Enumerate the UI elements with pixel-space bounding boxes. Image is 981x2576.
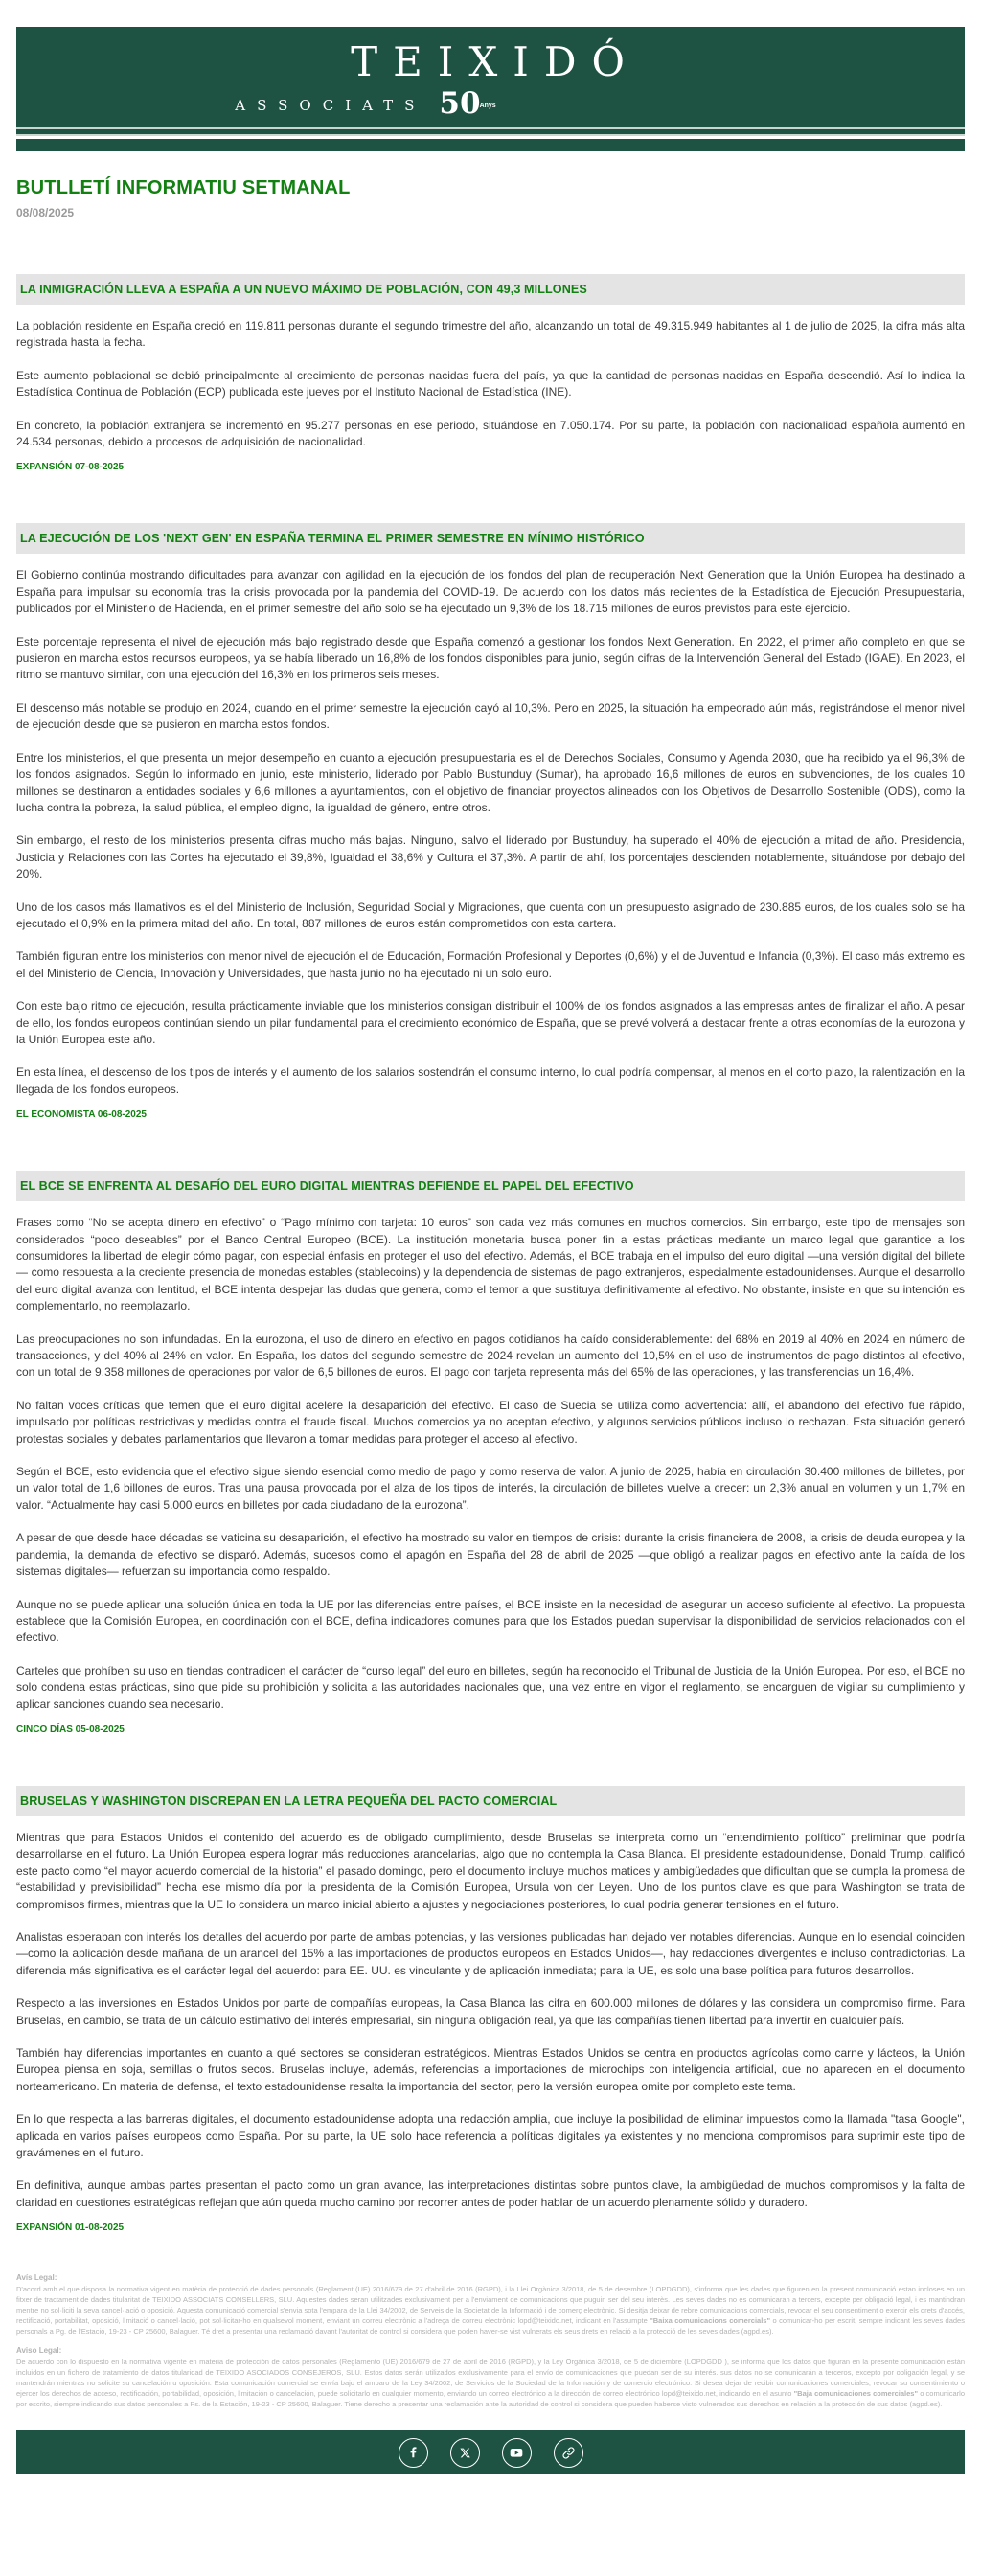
article-section-bce-efectivo: [16, 1171, 965, 1735]
x-twitter-icon[interactable]: [450, 2438, 480, 2468]
legal-notice: [16, 2272, 965, 2409]
article-paragraph: Respecto a las inversiones en Estados Unidos por parte de compañías europeas, la Casa Blanca las cifra en 600.000 millones de dólares y las considera un compromiso firme. Para Bruselas, en cambio, se trata de un cálculo estimativo del interés empresarial, sin ninguna obligación real, ya que las compañías tienen libertad para invertir en cualquier país.: [16, 1996, 965, 2027]
source-label: CINCO DÍAS 05-08-2025: [16, 1723, 125, 1735]
banner-divider: [16, 127, 965, 136]
badge-number: 50: [439, 86, 481, 121]
legal-text: D'acord amb el que disposa la normativa vigent en matèria de protecció de dades personals (Reglament (UE) 2016/679 de 27 d'abril de 2016 (RGPD), i la Llei Orgànica 3/2018, de 5 de desembre (LOPDGDD), s'informa que les dades que figuren en la present comunicació estan incloses en un fitxer de tractament de dades titularitat de TEIXIDO ASSOCIATS CONSELLERS, SLU. Aquestes dades seran utilitzades exclusivament per a l'enviament de comunicacions que puguin ser del seu interès. Les seves dades no es comunicaran a tercers, excepte per obligació legal, i es mantindran mentre no sol·liciti la seva cancel·lació o oposició. Aquesta comunicació comercial s'envia sota l'empara de la Llei 34/2002, de Serveis de la Societat de la Informació i de comerç electrònic. Si desitja deixar de rebre comunicacions comercials, revocar el seu consentiment o exercir els drets d'accés, rectificació, portabilitat, oposició, limitació o cancel·lació, pot sol·licitar-ho en qualsevol moment, enviant un correu electrònic a l'adreça de correu electrònic lopd@teixido.net, indicant en l'assumpte: [16, 2285, 965, 2326]
article-paragraph: Analistas esperaban con interés los detalles del acuerdo por parte de ambas potencias, y las versiones publicadas han dejado ver notables diferencias. Aunque en lo esencial coinciden —como la aplicación desde mañana de un arancel del 15% a las importaciones de productos europeos en Estados Unidos—, hay redacciones divergentes e incluso contradictorias. La diferencia más significativa es el carácter legal del acuerdo: para EE. UU. es vinculante y de aplicación inmediata; para la UE, es solo una base política para futuros desarrollos.: [16, 1929, 965, 1977]
legal-text: De acuerdo con lo dispuesto en la normativa vigente en materia de protección de datos personales (Reglamento (UE) 2016/679 de 27 de abril de 2016 (RGPD), y la Ley Orgánica 3/2018, de 5 de diciembre (LOPDGDD ), se informa que los datos que figuran en la presente comunicación están incluidos en un fichero de tratamiento de datos titularidad de TEIXIDO ASOCIADOS CONSEJEROS, SLU. Estos datos serán utilizados exclusivamente para el envío de comunicaciones que puedan ser de su interés. sus datos no se comunicarán a terceros, excepto por obligación legal, y se mantendrán mientras no solicite su cancelación u oposición. Esta comunicación comercial se envía bajo el amparo de la Ley 34/2002, de Servicios de la Sociedad de la Información y de comercio electrónico. Si desea dejar de recibir comunicaciones comerciales, revocar su consentimiento o ejercer los derechos de acceso, rectificación, portabilidad, oposición, limitación o cancelación, puede solicitarlo en cualquier momento, enviando un correo electrónico a la dirección de correo electrónico lopd@teixido.net, indicando en el asunto: [16, 2358, 965, 2399]
article-paragraph: En concreto, la población extranjera se incrementó en 95.277 personas en ese periodo, situándose en 7.050.174. Por su parte, la población con nacionalidad española aumentó en 24.534 personas, debido a procesos de adquisición de nacionalidad.: [16, 418, 965, 449]
legal-text: o comunicarlo por escrito, siempre indicando sus datos personales a Ps. de la Estación, 19-23 - CP 25600, Balaguer. Tiene derecho a presentar una reclamación ante la autoridad de control si considera que pueden haberse visto vulnerados sus derechos en relación a la protección de sus datos (agpd.es).: [16, 2389, 965, 2409]
source-label: EXPANSIÓN 07-08-2025: [16, 462, 125, 473]
article-paragraph: Según el BCE, esto evidencia que el efectivo sigue siendo esencial como medio de pago y como reserva de valor. A junio de 2025, había en circulación 30.400 millones de billetes, por un valor total de 1,6 billones de euros. Tras una pausa provocada por el alza de los tipos de interés, la circulación de billetes vuelve a crecer: un 2,3% anual en volumen y un 1,7% en valor. “Actualmente hay casi 5.000 euros en billetes por cada ciudadano de la eurozona”.: [16, 1465, 965, 1512]
source-label: EL ECONOMISTA 06-08-2025: [16, 1109, 147, 1121]
article-paragraph: En esta línea, el descenso de los tipos de interés y el aumento de los salarios sostendrán el consumo interno, lo cual podría compensar, al menos en el corto plazo, la ralentización en la llegada de los fondos europeos.: [16, 1065, 965, 1096]
facebook-icon[interactable]: [399, 2438, 428, 2468]
section-title: BRUSELAS Y WASHINGTON DISCREPAN EN LA LETRA PEQUEÑA DEL PACTO COMERCIAL: [20, 1793, 558, 1808]
header-banner: [16, 27, 965, 136]
article-paragraph: Entre los ministerios, el que presenta un mejor desempeño en cuanto a ejecución presupuestaria es el de Derechos Sociales, Consumo y Agenda 2030, que ha recibido ya el 96,3% de los fondos asignados. Según lo informado en junio, este ministerio, liderado por Pablo Bustunduy (Sumar), ha aprobado 16,6 millones de euros en subvenciones, de los cuales 10 millones se destinaron a entidades sociales y 6,6 millones a ayuntamientos, con el objetivo de financiar proyectos alineados con los Objetivos de Desarrollo Sostenible (ODS), como la lucha contra la pobreza, la salud pública, el empleo digno, la igualdad de género, entre otros.: [16, 750, 965, 814]
legal-bold-text: "Baja comunicaciones comerciales": [793, 2389, 919, 2399]
logo-wordmark: TEIXIDÓ: [351, 38, 640, 85]
article-paragraph: También hay diferencias importantes en cuanto a qué sectores se consideran estratégicos. Mientras Estados Unidos se centra en productos agrícolas como carne y lácteos, la Unión Europea piensa en soja, semillas o frutos secos. Bruselas incluye, además, referencias a importaciones de microchips con inteligencia artificial, que no aparecen en el documento norteamericano. En materia de defensa, el texto estadounidense resalta la importancia del sector, pero la versión europea omite por completo este tema.: [16, 2046, 965, 2093]
link-icon[interactable]: [554, 2438, 583, 2468]
logo-subrow: [160, 86, 572, 121]
legal-notice-spanish: [16, 2345, 965, 2409]
footer-bar: [16, 2430, 965, 2474]
legal-heading-catalan: Avís Legal:: [16, 2273, 57, 2283]
article-paragraph: Este porcentaje representa el nivel de ejecución más bajo registrado desde que España comenzó a gestionar los fondos Next Generation. En 2022, el primer año completo en que se pusieron en marcha estos recursos europeos, ya se había liberado un 16,8% de los fondos disponibles para junio, según cifras de la Intervención General del Estado (IGAE). En 2023, el ritmo se mantuvo similar, con una ejecución del 16,3% en los primeros seis meses.: [16, 634, 965, 682]
article-paragraph: Uno de los casos más llamativos es el del Ministerio de Inclusión, Seguridad Social y Migraciones, que cuenta con un presupuesto asignado de 230.885 euros, de los cuales solo se ha ejecutado el 0,9% en la primera mitad del año. En total, 887 millones de euros están comprometidos con esta cartera.: [16, 900, 965, 930]
article-paragraph: En lo que respecta a las barreras digitales, el documento estadounidense adopta una redacción amplia, que incluye la posibilidad de eliminar impuestos como la llamada "tasa Google", aplicada en varios países europeos como España. Por su parte, la UE solo hace referencia a políticas digitales ya existentes y no menciona compromisos para suprimir este tipo de gravámenes en el futuro.: [16, 2112, 965, 2160]
section-title: LA INMIGRACIÓN LLEVA A ESPAÑA A UN NUEVO MÁXIMO DE POBLACIÓN, CON 49,3 MILLONES: [20, 283, 587, 296]
teixido-logo: [16, 27, 965, 121]
section-header-bar: [16, 1786, 965, 1816]
50-anys-badge: [439, 86, 496, 121]
article-section-nextgen: [16, 523, 965, 1120]
youtube-icon[interactable]: [502, 2438, 532, 2468]
article-paragraph: El Gobierno continúa mostrando dificultades para avanzar con agilidad en la ejecución de los fondos del plan de recuperación Next Generation que la Unión Europea ha destinado a España para impulsar su economía tras la crisis provocada por la pandemia del COVID-19. De acuerdo con los datos más recientes de la Estadística de Ejecución Presupuestaria, publicados por el Ministerio de Hacienda, en el primer semestre del año solo se ha ejecutado un 9,3% de los 18.715 millones de euros previstos para este ejercicio.: [16, 568, 965, 616]
article-paragraph: Las preocupaciones no son infundadas. En la eurozona, el uso de dinero en efectivo en pagos cotidianos ha caído considerablemente: del 68% en 2019 al 40% en 2024 en número de transacciones, y del 40% al 24% en valor. En España, los datos del segundo semestre de 2024 revelan un aumento del 10,5% en el uso de instrumentos de pago distintos al efectivo, con un total de 9.358 millones de operaciones por valor de 6,5 billones de euros. El pago con tarjeta representa más del 65% de las operaciones, y las transferencias un 16,4%.: [16, 1332, 965, 1379]
newsletter-page: [0, 27, 981, 2532]
article-section-pacto-comercial: [16, 1786, 965, 2233]
article-paragraph: Carteles que prohíben su uso en tiendas contradicen el carácter de “curso legal” del euro en billetes, según ha reconocido el Tribunal de Justicia de la Unión Europea. Por eso, el BCE no solo condena estas prácticas, sino que pide su prohibición y solicita a las autoridades nacionales que, una vez entre en vigor el reglamento, se encarguen de vigilar su cumplimiento y aplicar sanciones cuando sea necesario.: [16, 1663, 965, 1711]
article-paragraph: Aunque no se puede aplicar una solución única en toda la UE por las diferencias entre países, el BCE insiste en la necesidad de asegurar un acceso suficiente al efectivo. La propuesta establece que la Comisión Europea, en coordinación con el BCE, defina indicadores comunes para que los Estados puedan supervisar la disponibilidad de servicios relacionados con el efectivo.: [16, 1597, 965, 1645]
article-paragraph: El descenso más notable se produjo en 2024, cuando en el primer semestre la ejecución cayó al 10,3%. Pero en 2025, la situación ha empeorado aún más, registrándose el menor nivel de ejecución desde que se pusieron en marcha estos fondos.: [16, 700, 965, 732]
article-paragraph: No faltan voces críticas que temen que el euro digital acelere la desaparición del efectivo. El caso de Suecia se utiliza como advertencia: allí, el abandono del efectivo fue rápido, impulsado por políticas restrictivas y medidas contra el fraude fiscal. Muchos comercios ya no aceptan efectivo, y algunos servicios públicos incluso lo rechazan. Esta situación generó protestas sociales y debates parlamentarios que llevaron a tomar medidas para proteger el acceso al efectivo.: [16, 1398, 965, 1446]
page-title: BUTLLETÍ INFORMATIU SETMANAL: [16, 177, 351, 198]
badge-label: Anys: [479, 103, 496, 109]
article-paragraph: Con este bajo ritmo de ejecución, resulta prácticamente inviable que los ministerios consigan distribuir el 100% de los fondos asignados a las empresas antes de finalizar el año. A pesar de ello, los fondos europeos continúan siendo un pilar fundamental para el crecimiento económico de España, que se prevé volverá a destacar frente a otras economías de la eurozona y la Unión Europea este año.: [16, 999, 965, 1046]
legal-bold-text: "Baixa comunicacions comercials": [650, 2316, 771, 2326]
section-header-bar: [16, 1171, 965, 1201]
header-accent-bar: [16, 139, 965, 151]
section-header-bar: [16, 523, 965, 554]
newsletter-content: [16, 177, 965, 2409]
legal-heading-spanish: Aviso Legal:: [16, 2346, 62, 2356]
logo-subtitle: ASSOCIATS: [235, 97, 426, 114]
bulletin-date: 08/08/2025: [16, 206, 75, 219]
section-title: EL BCE SE ENFRENTA AL DESAFÍO DEL EURO DIGITAL MIENTRAS DEFIENDE EL PAPEL DEL EFECTIVO: [20, 1179, 634, 1194]
article-paragraph: A pesar de que desde hace décadas se vaticina su desaparición, el efectivo ha mostrado su valor en tiempos de crisis: durante la crisis financiera de 2008, la crisis de deuda europea y la pandemia, la demanda de efectivo se disparó. Además, sucesos como el apagón en España del 28 de abril de 2025 —que obligó a realizar pagos en efectivo ante la caída de los sistemas digitales— refuerzan su importancia como respaldo.: [16, 1531, 965, 1579]
article-paragraph: Frases como “No se acepta dinero en efectivo” o “Pago mínimo con tarjeta: 10 euros” son cada vez más comunes en muchos comercios. Sin embargo, este tipo de mensajes son considerados “poco deseables” por el Banco Central Europeo (BCE). La institución monetaria busca poner fin a estas prácticas mediante un marco legal que garantice a los consumidores la libertad de elegir cómo pagar, con especial énfasis en proteger el uso del efectivo. Además, el BCE trabaja en el impulso del euro digital —una versión digital del billete— como respuesta a la creciente presencia de monedas estables (stablecoins) y la dependencia de sistemas de pago extranjeros, especialmente estadounidenses. Aunque el desarrollo del euro digital avanza con lentitud, el BCE intenta despejar las dudas que genera, como el temor a que sustituya definitivamente al efectivo. No obstante, insiste en que su intención es complementarlo, no reemplazarlo.: [16, 1216, 965, 1313]
source-label: EXPANSIÓN 01-08-2025: [16, 2223, 125, 2234]
section-header-bar: [16, 274, 965, 305]
article-paragraph: Este aumento poblacional se debió principalmente al crecimiento de personas nacidas fuera del país, ya que la cantidad de personas nacidas en España descendió. Así lo indica la Estadística Continua de Población (ECP) publicada este jueves por el Instituto Nacional de Estadística (INE).: [16, 368, 965, 399]
article-paragraph: También figuran entre los ministerios con menor nivel de ejecución el de Educación, Formación Profesional y Deportes (0,6%) y el de Juventud e Infancia (0,3%). El caso más extremo es el del Ministerio de Ciencia, Innovación y Universidades, que hasta junio no ha ejecutado ni un solo euro.: [16, 949, 965, 980]
section-title: LA EJECUCIÓN DE LOS 'NEXT GEN' EN ESPAÑA TERMINA EL PRIMER SEMESTRE EN MÍNIMO HISTÓRICO: [20, 532, 645, 546]
legal-text: o comunicar-ho per escrit, sempre indicant les seves dades personals a Pg. de l'Estació, 19-23 - CP 25600, Balaguer. Té dret a presentar una reclamació davant l'autoritat de control si considera que poden haver-se vist vulnerats els seus drets en relació a la protecció de les seves dades (agpd.es).: [16, 2316, 965, 2337]
article-section-immigration: [16, 274, 965, 472]
article-paragraph: Sin embargo, el resto de los ministerios presenta cifras mucho más bajas. Ninguno, salvo el liderado por Bustunduy, ha superado el 40% de ejecución a mitad de año. Presidencia, Justicia y Relaciones con las Cortes ha ejecutado el 39,8%, Igualdad el 38,6% y Cultura el 37,3%. A partir de ahí, los porcentajes descienden notablemente, situándose por debajo del 20%.: [16, 833, 965, 881]
legal-notice-catalan: [16, 2272, 965, 2337]
article-paragraph: Mientras que para Estados Unidos el contenido del acuerdo es de obligado cumplimiento, desde Bruselas se interpreta como un “entendimiento político” preliminar que podría desarrollarse en el futuro. La Unión Europea espera lograr más reducciones arancelarias, algo que no contempla la Casa Blanca. El presidente estadounidense, Donald Trump, calificó este pacto como “el mayor acuerdo comercial de la historia” el pasado domingo, pero el documento incluye muchos matices y ambigüedades que dificultan que se cumpla la promesa de “estabilidad y previsibilidad” hecha ese mismo día por la presidenta de la Comisión Europea, Ursula von der Leyen. Uno de los puntos clave es que para Washington se trata de compromisos firmes, mientras que la UE lo considera un marco inicial abierto a ajustes y negociaciones posteriores, lo cual podría generar tensiones en el futuro.: [16, 1830, 965, 1911]
article-paragraph: La población residente en España creció en 119.811 personas durante el segundo trimestre del año, alcanzando un total de 49.315.949 habitantes al 1 de julio de 2025, la cifra más alta registrada hasta la fecha.: [16, 319, 965, 350]
article-paragraph: En definitiva, aunque ambas partes presentan el pacto como un gran avance, las interpretaciones distintas sobre puntos clave, la ambigüedad de muchos compromisos y la falta de claridad en cuestiones estratégicas reflejan que aún queda mucho camino por recorrer antes de poder hablar de un acuerdo plenamente sólido y duradero.: [16, 2178, 965, 2209]
